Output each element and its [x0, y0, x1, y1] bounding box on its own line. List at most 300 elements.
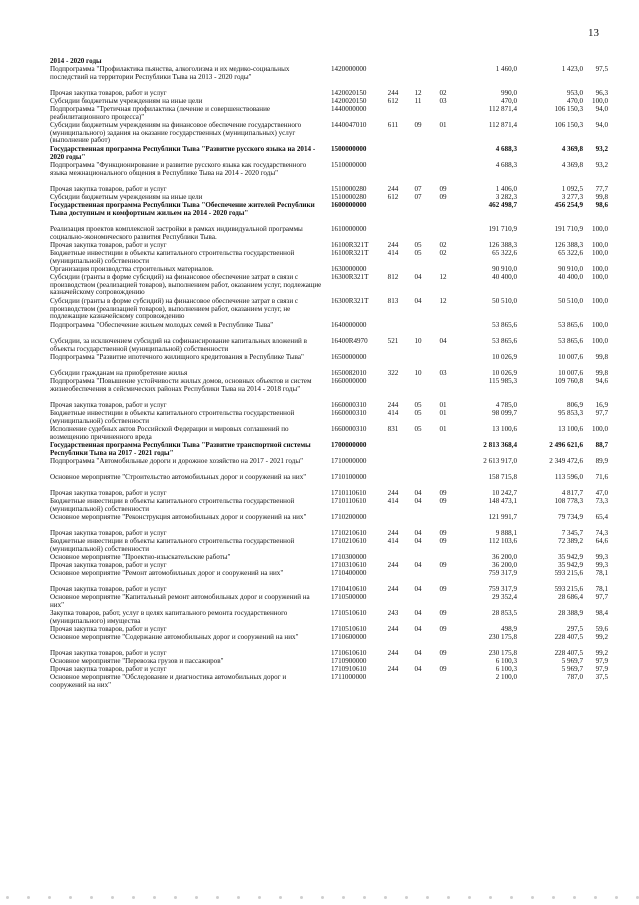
row-percent: 88,7: [595, 441, 608, 449]
row-code: 1710310610: [331, 561, 367, 569]
row-plan-amount: 36 200,0: [492, 553, 517, 561]
row-actual-amount: 65 322,6: [558, 249, 583, 257]
row-plan-amount: 4 688,3: [495, 145, 517, 153]
row-actual-amount: 806,9: [567, 401, 583, 409]
row-section: 07: [414, 185, 422, 193]
row-actual-amount: 28 388,9: [558, 609, 583, 617]
row-percent: 97,7: [595, 593, 608, 601]
row-name: Основное мероприятие "Содержание автомобильных дорог и сооружений на них": [50, 633, 299, 641]
row-actual-amount: 53 865,6: [558, 337, 583, 345]
row-plan-amount: 112 103,6: [488, 537, 517, 545]
row-percent: 94,0: [595, 121, 608, 129]
row-code: 1710910610: [331, 665, 367, 673]
row-subsection: 09: [439, 561, 447, 569]
row-plan-amount: 4 785,0: [495, 401, 517, 409]
row-percent: 99,2: [595, 649, 608, 657]
row-plan-amount: 10 242,7: [492, 489, 517, 497]
scan-dot: [174, 896, 177, 899]
row-code: 1440000000: [331, 105, 367, 113]
row-code: 1650000000: [331, 353, 367, 361]
row-section: 04: [414, 529, 422, 537]
row-code: 1660000000: [331, 377, 367, 385]
row-name: Подпрограмма "Функционирование и развитие русского языка как государственного языка межнационального общения в Республике Тыва на 2014 - 2020 годы": [50, 161, 307, 177]
row-expense-type: 831: [387, 425, 399, 433]
row-plan-amount: 126 388,3: [488, 241, 517, 249]
row-percent: 98,4: [595, 609, 608, 617]
row-expense-type: 322: [387, 369, 399, 377]
row-plan-amount: 759 317,9: [488, 585, 517, 593]
row-percent: 93,2: [595, 145, 608, 153]
row-name: Прочая закупка товаров, работ и услуг: [50, 89, 167, 97]
row-plan-amount: 10 026,9: [492, 369, 517, 377]
row-name: Государственная программа Республики Тыва "Развитие транспортной системы Республики Тыва на 2017 - 2021 годы": [50, 441, 311, 457]
row-actual-amount: 50 510,0: [558, 297, 583, 305]
row-name: Прочая закупка товаров, работ и услуг: [50, 561, 167, 569]
table-row: [50, 202, 610, 226]
row-code: 1710510610: [331, 625, 367, 633]
row-code: 1640000000: [331, 321, 367, 329]
row-percent: 78,1: [595, 585, 608, 593]
row-section: 05: [414, 249, 422, 257]
scan-dot: [405, 896, 408, 899]
row-plan-amount: 462 498,7: [488, 201, 517, 209]
row-code: 1710610610: [331, 649, 367, 657]
scan-dot: [321, 896, 324, 899]
row-name: Субсидии бюджетным учреждениям на финансовое обеспечение государственного (муниципального) задания на оказание государственных (муниципальных) услуг (выполнение работ): [50, 121, 302, 145]
row-expense-type: 244: [387, 529, 399, 537]
row-expense-type: 812: [387, 273, 399, 281]
scan-dot: [6, 896, 9, 899]
row-name: Основное мероприятие "Строительство автомобильных дорог и сооружений на них": [50, 473, 307, 481]
row-percent: 100,0: [592, 297, 608, 305]
row-section: 04: [414, 649, 422, 657]
row-plan-amount: 2 813 368,4: [483, 441, 517, 449]
scan-dot: [342, 896, 345, 899]
row-percent: 71,6: [595, 473, 608, 481]
row-subsection: 01: [439, 401, 447, 409]
row-plan-amount: 53 865,6: [492, 337, 517, 345]
row-section: 05: [414, 241, 422, 249]
row-actual-amount: 470,0: [567, 97, 583, 105]
row-name: Прочая закупка товаров, работ и услуг: [50, 489, 167, 497]
row-plan-amount: 9 888,1: [495, 529, 517, 537]
row-percent: 100,0: [592, 265, 608, 273]
row-section: 04: [414, 497, 422, 505]
scan-dot: [510, 896, 513, 899]
row-plan-amount: 990,0: [501, 89, 517, 97]
row-plan-amount: 191 710,9: [488, 225, 517, 233]
row-code: 1711000000: [331, 673, 367, 681]
row-actual-amount: 3 277,3: [561, 193, 583, 201]
row-actual-amount: 10 007,6: [558, 369, 583, 377]
row-expense-type: 244: [387, 649, 399, 657]
row-percent: 99,3: [595, 561, 608, 569]
row-actual-amount: 191 710,9: [554, 225, 583, 233]
row-name: Государственная программа Республики Тыва "Обеспечение жителей Республики Тыва доступным и комфортным жильем на 2014 - 2020 годы": [50, 201, 315, 217]
row-section: 04: [414, 537, 422, 545]
scan-dot: [111, 896, 114, 899]
row-percent: 99,3: [595, 553, 608, 561]
row-expense-type: 244: [387, 241, 399, 249]
row-name: Прочая закупка товаров, работ и услуг: [50, 529, 167, 537]
row-actual-amount: 113 596,0: [554, 473, 583, 481]
row-section: 11: [414, 97, 422, 105]
row-actual-amount: 593 215,6: [554, 585, 583, 593]
scan-dot: [489, 896, 492, 899]
row-expense-type: 611: [387, 121, 399, 129]
row-plan-amount: 115 985,3: [488, 377, 517, 385]
row-actual-amount: 10 007,6: [558, 353, 583, 361]
row-percent: 100,0: [592, 241, 608, 249]
row-code: 1420020150: [331, 97, 367, 105]
table-row: [50, 122, 610, 146]
row-code: 1660000310: [331, 401, 367, 409]
row-expense-type: 521: [387, 337, 399, 345]
row-code: 1710210610: [331, 537, 367, 545]
row-code: 1710000000: [331, 457, 367, 465]
row-plan-amount: 498,9: [501, 625, 517, 633]
row-name: Подпрограмма "Повышение устойчивости жилых домов, основных объектов и систем жизнеобеспечения в сейсмических районах Республики Тыва на 2014 - 2018 годы": [50, 377, 312, 393]
table-row: [50, 514, 610, 530]
row-code: 1710400000: [331, 569, 367, 577]
row-code: 1510000280: [331, 193, 367, 201]
row-actual-amount: 593 215,6: [554, 569, 583, 577]
row-actual-amount: 4 369,8: [561, 161, 583, 169]
row-code: 1660000310: [331, 425, 367, 433]
row-percent: 100,0: [592, 249, 608, 257]
row-subsection: 09: [439, 585, 447, 593]
row-expense-type: 243: [387, 609, 399, 617]
row-subsection: 01: [439, 121, 447, 129]
scan-dot: [195, 896, 198, 899]
row-code: 1710600000: [331, 633, 367, 641]
row-name: Основное мероприятие "Реконструкция автомобильных дорог и сооружений на них": [50, 513, 307, 521]
row-percent: 97,9: [595, 657, 608, 665]
row-name: Бюджетные инвестиции в объекты капитального строительства государственной (муниципальной) собственности: [50, 537, 295, 553]
row-subsection: 04: [439, 337, 447, 345]
row-code: 1710410610: [331, 585, 367, 593]
row-name: Субсидии (гранты в форме субсидий) на финансовое обеспечение затрат в связи с производством (реализацией товаров), выполнением работ, оказанием услуг, подлежащие казначейскому сопровождению: [50, 273, 322, 297]
table-row: [50, 66, 610, 90]
row-percent: 97,5: [595, 65, 608, 73]
table-row: [50, 634, 610, 650]
row-plan-amount: 98 099,7: [492, 409, 517, 417]
row-percent: 94,0: [595, 105, 608, 113]
row-name: Прочая закупка товаров, работ и услуг: [50, 585, 167, 593]
row-name: Организация производства строительных материалов.: [50, 265, 214, 273]
row-name: Бюджетные инвестиции в объекты капитального строительства государственной (муниципальной) собственности: [50, 409, 295, 425]
row-actual-amount: 90 910,0: [558, 265, 583, 273]
table-row: [50, 146, 610, 162]
row-expense-type: 244: [387, 625, 399, 633]
row-expense-type: 244: [387, 185, 399, 193]
row-actual-amount: 4 817,7: [561, 489, 583, 497]
row-subsection: 09: [439, 625, 447, 633]
row-section: 04: [414, 665, 422, 673]
row-name: 2014 - 2020 годы: [50, 57, 102, 65]
row-code: 1710110610: [331, 497, 367, 505]
table-row: [50, 410, 610, 426]
row-subsection: 09: [439, 497, 447, 505]
row-plan-amount: 1 460,0: [495, 65, 517, 73]
scan-dot: [48, 896, 51, 899]
row-code: 1510000280: [331, 185, 367, 193]
row-name: Подпрограмма "Развитие ипотечного жилищного кредитования в Республике Тыва": [50, 353, 304, 361]
table-row: [50, 570, 610, 586]
row-subsection: 01: [439, 425, 447, 433]
row-name: Основное мероприятие "Капитальный ремонт автомобильных дорог и сооружений на них": [50, 593, 310, 609]
row-code: 1440047010: [331, 121, 367, 129]
row-percent: 100,0: [592, 273, 608, 281]
row-subsection: 02: [439, 249, 447, 257]
scan-dot: [426, 896, 429, 899]
scan-dot: [153, 896, 156, 899]
row-name: Реализация проектов комплексной застройки в рамках индивидуальной программы социально-экономического развития Республики Тыва.: [50, 225, 303, 241]
scan-dot: [573, 896, 576, 899]
row-percent: 78,1: [595, 569, 608, 577]
row-code: 1420000000: [331, 65, 367, 73]
row-plan-amount: 112 871,4: [488, 105, 517, 113]
scan-dot: [384, 896, 387, 899]
row-section: 09: [414, 121, 422, 129]
table-row: [50, 458, 610, 474]
row-actual-amount: 109 760,8: [554, 377, 583, 385]
scan-dot: [258, 896, 261, 899]
row-plan-amount: 230 175,8: [488, 633, 517, 641]
row-percent: 65,4: [595, 513, 608, 521]
row-percent: 73,3: [595, 497, 608, 505]
row-name: Подпрограмма "Автомобильные дороги и дорожное хозяйство на 2017 - 2021 годы": [50, 457, 304, 465]
row-plan-amount: 1 406,0: [495, 185, 517, 193]
row-code: 1610000000: [331, 225, 367, 233]
row-section: 04: [414, 609, 422, 617]
row-subsection: 02: [439, 89, 447, 97]
row-name: Подпрограмма "Обеспечение жильем молодых семей в Республике Тыва": [50, 321, 274, 329]
row-section: 05: [414, 401, 422, 409]
row-section: 04: [414, 297, 422, 305]
row-name: Исполнение судебных актов Российской Федерации и мировых соглашений по возмещению причиненного вреда: [50, 425, 289, 441]
row-percent: 98,6: [595, 201, 608, 209]
row-plan-amount: 50 510,0: [492, 297, 517, 305]
row-subsection: 03: [439, 369, 447, 377]
row-expense-type: 244: [387, 89, 399, 97]
row-code: 1710210610: [331, 529, 367, 537]
row-plan-amount: 65 322,6: [492, 249, 517, 257]
scan-dot: [216, 896, 219, 899]
row-code: 1600000000: [331, 201, 367, 209]
row-actual-amount: 7 345,7: [561, 529, 583, 537]
row-plan-amount: 10 026,9: [492, 353, 517, 361]
row-name: Субсидии, за исключением субсидий на софинансирование капитальных вложений в объекты государственной (муниципальной) собственности: [50, 337, 307, 353]
row-percent: 99,2: [595, 633, 608, 641]
row-actual-amount: 40 400,0: [558, 273, 583, 281]
row-code: 16400R4970: [331, 337, 368, 345]
table-row: [50, 274, 610, 298]
row-code: 1710510610: [331, 609, 367, 617]
row-percent: 77,7: [595, 185, 608, 193]
row-plan-amount: 40 400,0: [492, 273, 517, 281]
row-percent: 94,6: [595, 377, 608, 385]
row-percent: 100,0: [592, 321, 608, 329]
table-row: [50, 338, 610, 354]
row-percent: 47,0: [595, 489, 608, 497]
table-row: [50, 322, 610, 338]
scan-dot: [447, 896, 450, 899]
row-name: Прочая закупка товаров, работ и услуг: [50, 401, 167, 409]
table-row: [50, 226, 610, 242]
row-actual-amount: 95 853,3: [558, 409, 583, 417]
row-section: 05: [414, 425, 422, 433]
row-percent: 100,0: [592, 337, 608, 345]
row-code: 1510000000: [331, 161, 367, 169]
row-actual-amount: 297,5: [567, 625, 583, 633]
row-percent: 99,8: [595, 369, 608, 377]
row-actual-amount: 787,0: [567, 673, 583, 681]
row-expense-type: 244: [387, 585, 399, 593]
budget-table: [50, 58, 610, 690]
row-percent: 74,3: [595, 529, 608, 537]
row-percent: 37,5: [595, 673, 608, 681]
row-section: 04: [414, 585, 422, 593]
row-section: 04: [414, 489, 422, 497]
row-name: Субсидии бюджетным учреждениям на иные цели: [50, 97, 203, 105]
scan-dot: [531, 896, 534, 899]
page-number: 13: [588, 27, 599, 39]
row-code: 1700000000: [331, 441, 367, 449]
row-subsection: 09: [439, 529, 447, 537]
row-subsection: 02: [439, 241, 447, 249]
table-row: [50, 426, 610, 442]
row-actual-amount: 35 942,9: [558, 561, 583, 569]
row-actual-amount: 79 734,9: [558, 513, 583, 521]
row-subsection: 09: [439, 193, 447, 201]
row-name: Субсидии гражданам на приобретение жилья: [50, 369, 188, 377]
row-subsection: 09: [439, 537, 447, 545]
row-plan-amount: 6 100,3: [495, 657, 517, 665]
row-plan-amount: 36 200,0: [492, 561, 517, 569]
table-row: [50, 674, 610, 690]
row-plan-amount: 470,0: [501, 97, 517, 105]
row-code: 16100R321T: [331, 241, 369, 249]
row-actual-amount: 1 423,0: [561, 65, 583, 73]
row-section: 04: [414, 273, 422, 281]
table-row: [50, 498, 610, 514]
row-expense-type: 813: [387, 297, 399, 305]
row-actual-amount: 13 100,6: [558, 425, 583, 433]
row-subsection: 12: [439, 273, 447, 281]
row-percent: 100,0: [592, 97, 608, 105]
row-section: 04: [414, 561, 422, 569]
scan-dot: [90, 896, 93, 899]
row-percent: 100,0: [592, 425, 608, 433]
row-plan-amount: 148 473,1: [488, 497, 517, 505]
scan-dot: [615, 896, 618, 899]
scan-dot: [468, 896, 471, 899]
row-subsection: 09: [439, 649, 447, 657]
scan-dot: [132, 896, 135, 899]
row-name: Субсидии бюджетным учреждениям на иные цели: [50, 193, 203, 201]
row-plan-amount: 158 715,8: [488, 473, 517, 481]
row-plan-amount: 2 100,0: [495, 673, 517, 681]
row-name: Прочая закупка товаров, работ и услуг: [50, 625, 167, 633]
table-row: [50, 162, 610, 186]
row-section: 10: [414, 337, 422, 345]
row-code: 1710100000: [331, 473, 367, 481]
row-actual-amount: 53 865,6: [558, 321, 583, 329]
row-section: 10: [414, 369, 422, 377]
row-name: Основное мероприятие "Проектно-изыскательские работы": [50, 553, 231, 561]
row-code: 1710500000: [331, 593, 367, 601]
row-plan-amount: 28 853,5: [492, 609, 517, 617]
row-percent: 97,9: [595, 665, 608, 673]
row-code: 16300R321T: [331, 297, 369, 305]
row-percent: 93,2: [595, 161, 608, 169]
row-subsection: 09: [439, 489, 447, 497]
row-name: Основное мероприятие "Ремонт автомобильных дорог и сооружений на них": [50, 569, 284, 577]
row-plan-amount: 112 871,4: [488, 121, 517, 129]
row-code: 1710200000: [331, 513, 367, 521]
row-code: 1660000310: [331, 409, 367, 417]
row-percent: 64,6: [595, 537, 608, 545]
row-code: 1630000000: [331, 265, 367, 273]
scan-dot: [237, 896, 240, 899]
row-subsection: 03: [439, 97, 447, 105]
row-subsection: 09: [439, 665, 447, 673]
row-plan-amount: 29 352,4: [492, 593, 517, 601]
row-subsection: 01: [439, 409, 447, 417]
row-expense-type: 244: [387, 665, 399, 673]
row-name: Бюджетные инвестиции в объекты капитального строительства государственной (муниципальной) собственности: [50, 249, 295, 265]
row-code: 1650082010: [331, 369, 367, 377]
row-actual-amount: 35 942,9: [558, 553, 583, 561]
row-percent: 59,6: [595, 625, 608, 633]
table-row: [50, 538, 610, 554]
scan-edge-marks: [0, 888, 639, 905]
row-subsection: 09: [439, 185, 447, 193]
row-plan-amount: 121 991,7: [488, 513, 517, 521]
row-actual-amount: 106 150,3: [554, 121, 583, 129]
table-row: [50, 442, 610, 458]
row-name: Субсидии (гранты в форме субсидий) на финансовое обеспечение затрат в связи с производством (реализацией товаров), выполнением работ, оказанием услуг, не подлежащие казначейскому сопровождению: [50, 297, 299, 321]
row-actual-amount: 4 369,8: [561, 145, 583, 153]
row-code: 1710110610: [331, 489, 367, 497]
row-actual-amount: 72 389,2: [558, 537, 583, 545]
row-actual-amount: 108 778,3: [554, 497, 583, 505]
row-percent: 99,8: [595, 193, 608, 201]
row-expense-type: 414: [387, 537, 399, 545]
row-plan-amount: 230 175,8: [488, 649, 517, 657]
row-expense-type: 414: [387, 409, 399, 417]
table-row: [50, 354, 610, 370]
scan-dot: [300, 896, 303, 899]
row-expense-type: 414: [387, 249, 399, 257]
row-expense-type: 612: [387, 193, 399, 201]
row-expense-type: 414: [387, 497, 399, 505]
row-subsection: 09: [439, 609, 447, 617]
row-actual-amount: 1 092,5: [561, 185, 583, 193]
row-name: Подпрограмма "Третичная профилактика (лечение и совершенствование реабилитационного процесса)": [50, 105, 271, 121]
row-name: Прочая закупка товаров, работ и услуг: [50, 665, 167, 673]
row-percent: 100,0: [592, 225, 608, 233]
row-plan-amount: 759 317,9: [488, 569, 517, 577]
row-name: Подпрограмма "Профилактика пьянства, алкоголизма и их медико-социальных последствий на территории Республики Тыва на 2013 - 2020 годы": [50, 65, 290, 81]
scan-dot: [363, 896, 366, 899]
row-code: 16300R321T: [331, 273, 369, 281]
row-expense-type: 244: [387, 489, 399, 497]
row-percent: 89,9: [595, 457, 608, 465]
table-row: [50, 250, 610, 266]
row-plan-amount: 2 613 917,0: [483, 457, 517, 465]
